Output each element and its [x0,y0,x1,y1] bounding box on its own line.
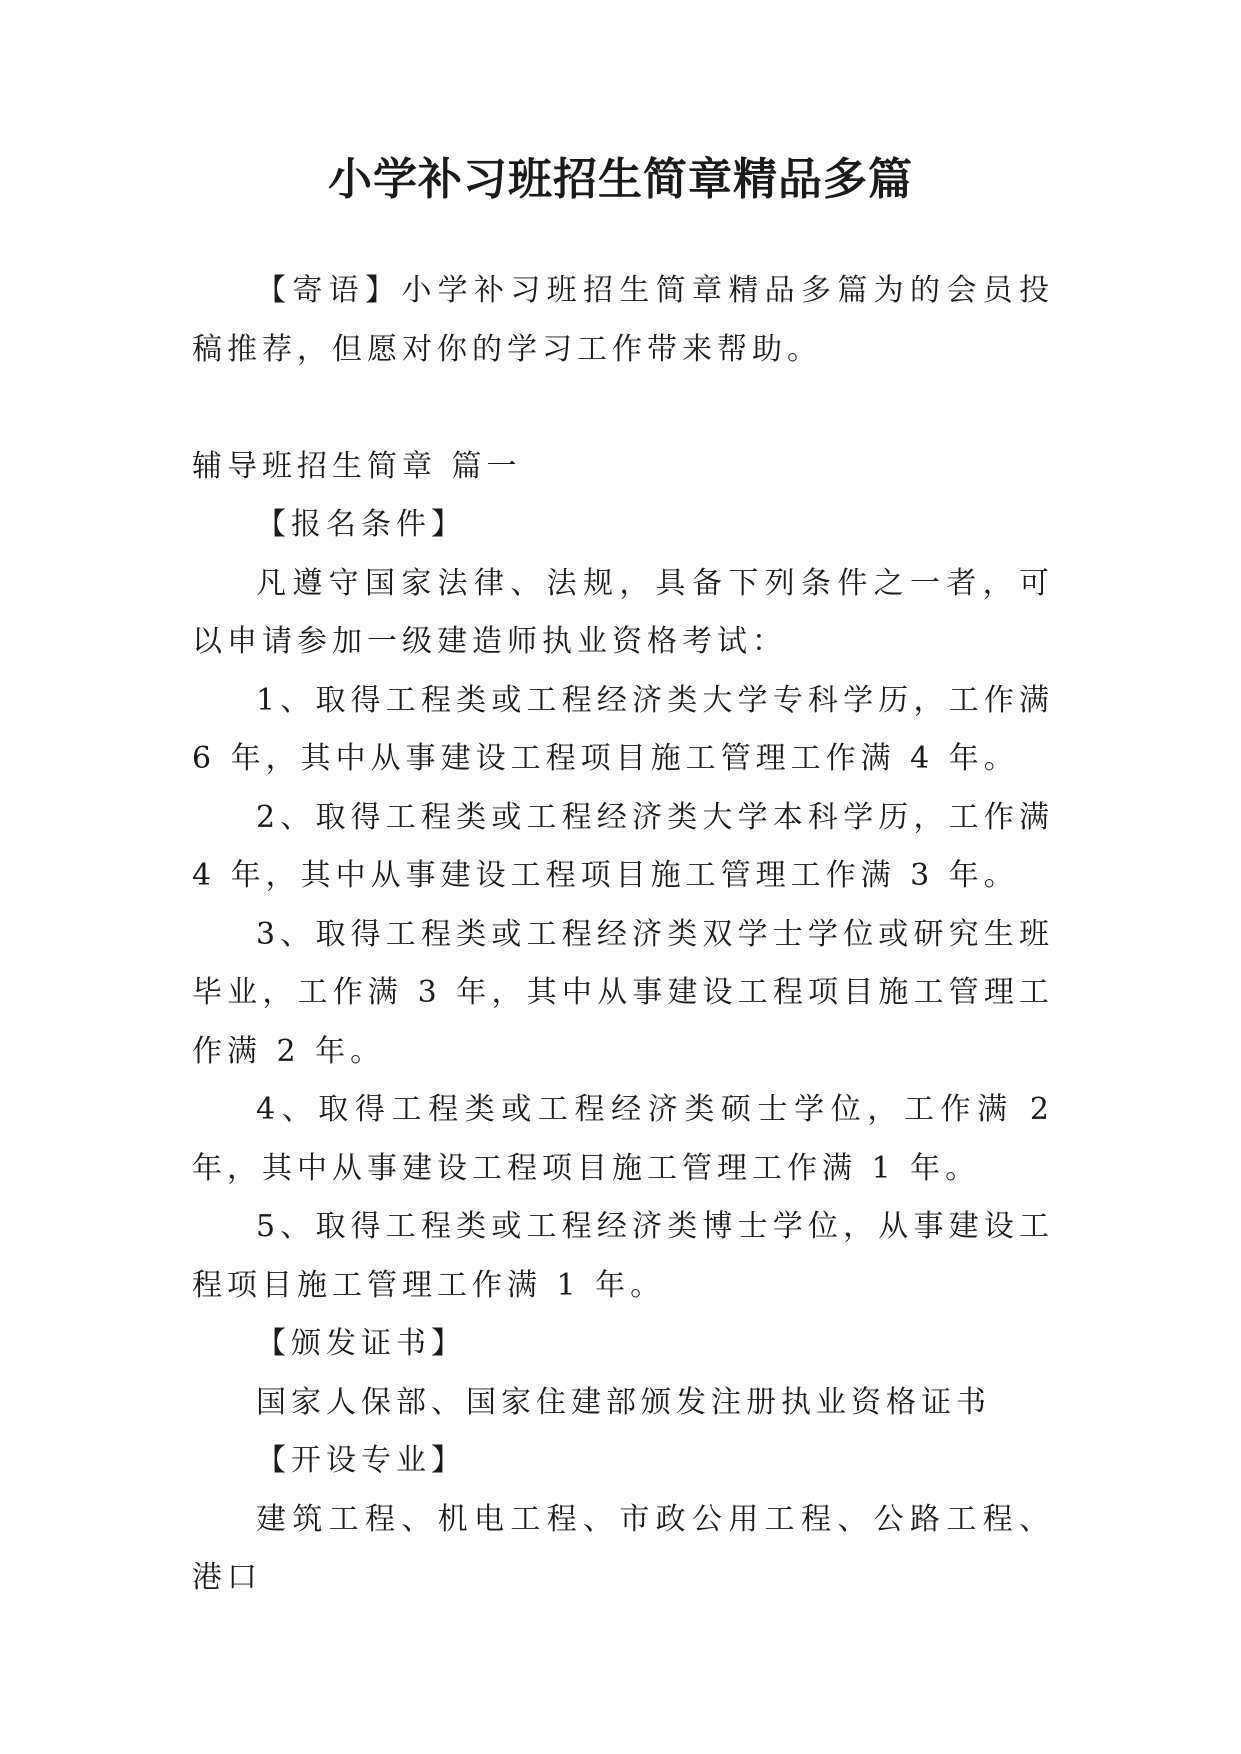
intro-paragraph: 【寄语】小学补习班招生简章精品多篇为的会员投稿推荐，但愿对你的学习工作带来帮助。 [192,273,1054,367]
paragraph-condition-1: 1、取得工程类或工程经济类大学专科学历，工作满 6 年，其中从事建设工程项目施工管理工作满 4 年。 [192,682,1054,776]
document-title: 小学补习班招生简章精品多篇 [328,154,913,205]
blank-line [192,379,1054,438]
paragraph-condition-3: 3、取得工程类或工程经济类双学士学位或研究生班毕业，工作满 3 年，其中从事建设工程项目施工管理工作满 2 年。 [192,916,1054,1069]
label-majors: 【开设专业】 [256,1443,466,1478]
paragraph-certificate: 国家人保部、国家住建部颁发注册执业资格证书 [256,1384,991,1420]
label-registration-conditions: 【报名条件】 [256,507,466,542]
paragraph-condition-4: 4、取得工程类或工程经济类硕士学位，工作满 2 年，其中从事建设工程项目施工管理工作满 1 年。 [192,1092,1054,1186]
section-heading: 辅导班招生简章 篇一 [192,448,522,484]
paragraph-majors: 建筑工程、机电工程、市政公用工程、公路工程、港口 [192,1501,1054,1595]
paragraph-condition-5: 5、取得工程类或工程经济类博士学位，从事建设工程项目施工管理工作满 1 年。 [192,1209,1054,1303]
document-body [192,262,1054,1608]
paragraph-condition-2: 2、取得工程类或工程经济类大学本科学历，工作满 4 年，其中从事建设工程项目施工管理工作满 3 年。 [192,799,1054,893]
label-certificate: 【颁发证书】 [256,1326,466,1361]
paragraph-eligibility: 凡遵守国家法律、法规，具备下列条件之一者，可以申请参加一级建造师执业资格考试： [192,565,1054,659]
